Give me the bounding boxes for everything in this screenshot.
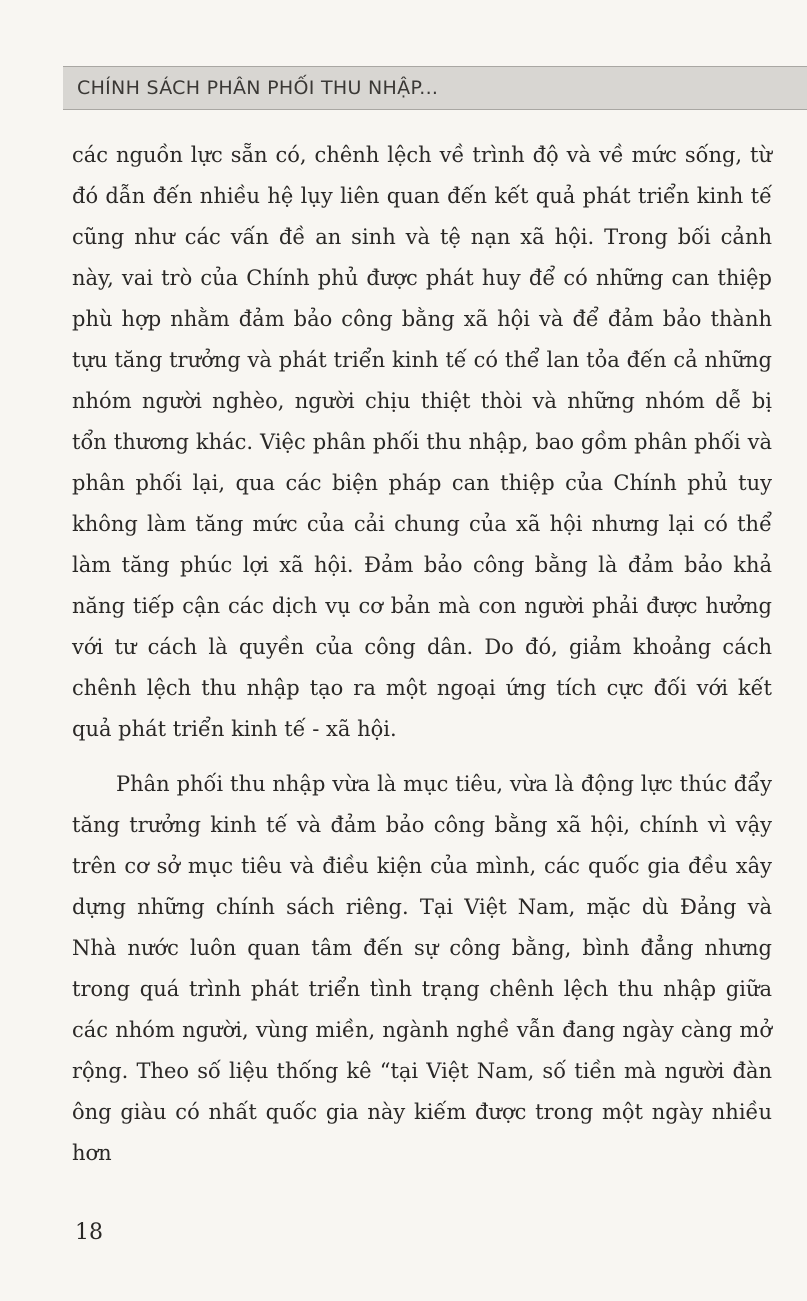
paragraph-1: các nguồn lực sẵn có, chênh lệch về trình độ và về mức sống, từ đó dẫn đến nhiều hệ lụy liên quan đến kết quả phát triển kinh tế cũng như các vấn đề an sinh và tệ nạn xã hội. Trong bối cảnh này, vai trò của Chính phủ được phát huy để có những can thiệp phù hợp nhằm đảm bảo công bằng xã hội và để đảm bảo thành tựu tăng trưởng và phát triển kinh tế có thể lan tỏa đến cả những nhóm người nghèo, người chịu thiệt thòi và những nhóm dễ bị tổn thương khác. Việc phân phối thu nhập, bao gồm phân phối và phân phối lại, qua các biện pháp can thiệp của Chính phủ tuy không làm tăng mức của cải chung của xã hội nhưng lại có thể làm tăng phúc lợi xã hội. Đảm bảo công bằng là đảm bảo khả năng tiếp cận các dịch vụ cơ bản mà con người phải được hưởng với tư cách là quyền của công dân. Do đó, giảm khoảng cách chênh lệch thu nhập tạo ra một ngoại ứng tích cực đối với kết quả phát triển kinh tế - xã hội.: [72, 143, 772, 741]
running-title: CHÍNH SÁCH PHÂN PHỐI THU NHẬP...: [77, 77, 439, 99]
paragraph-2: Phân phối thu nhập vừa là mục tiêu, vừa là động lực thúc đẩy tăng trưởng kinh tế và đảm bảo công bằng xã hội, chính vì vậy trên cơ sở mục tiêu và điều kiện của mình, các quốc gia đều xây dựng những chính sách riêng. Tại Việt Nam, mặc dù Đảng và Nhà nước luôn quan tâm đến sự công bằng, bình đẳng nhưng trong quá trình phát triển tình trạng chênh lệch thu nhập giữa các nhóm người, vùng miền, ngành nghề vẫn đang ngày càng mở rộng. Theo số liệu thống kê “tại Việt Nam, số tiền mà người đàn ông giàu có nhất quốc gia này kiếm được trong một ngày nhiều hơn: [72, 772, 772, 1165]
page-number: 18: [75, 1220, 103, 1245]
running-header: [63, 66, 807, 110]
body-text: [72, 135, 772, 1174]
